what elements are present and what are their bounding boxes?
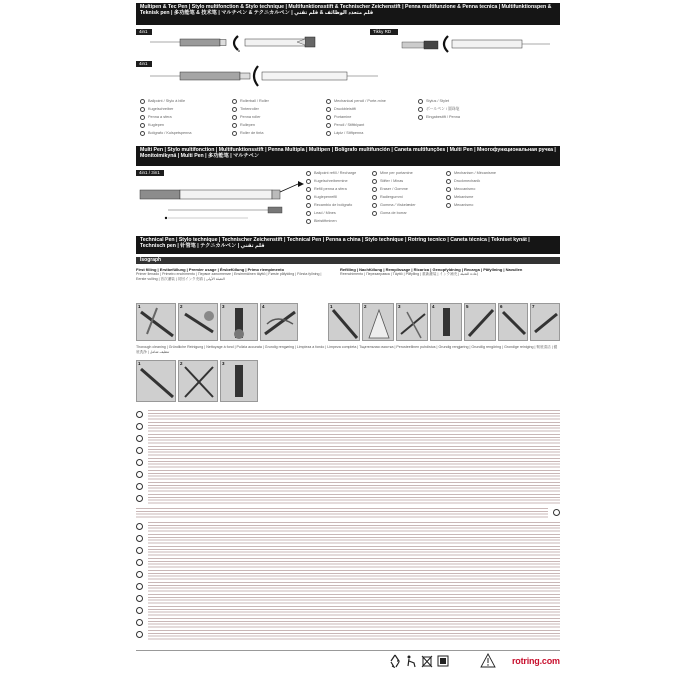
list-item: Lead / Mines	[306, 210, 336, 217]
language-icon	[136, 471, 143, 478]
list-item: Bolígrafo / Kulspetspenna	[140, 130, 191, 137]
list-item: Recambio de bolígrafo	[306, 202, 352, 209]
paragraph-row	[136, 522, 560, 533]
list-item: Pencil / Stiftblyant	[326, 122, 364, 129]
isograph-label: Isograph	[136, 257, 560, 264]
language-icon	[136, 559, 143, 566]
step-photo: 3	[220, 360, 258, 402]
paragraph-row	[136, 446, 560, 457]
list-item: Penna a sfera	[140, 114, 172, 121]
paragraph-row	[136, 508, 560, 519]
list-item: Rollerball / Roller	[232, 98, 269, 105]
language-icon	[136, 411, 143, 418]
paragraph-row	[136, 582, 560, 593]
paragraph-row	[136, 494, 560, 505]
step-photo: 7	[530, 303, 560, 341]
header-banner	[136, 3, 560, 25]
pen-drawing-3	[150, 62, 390, 96]
language-icon	[136, 523, 143, 530]
step-photo: 5	[464, 303, 496, 341]
paragraph-row	[136, 470, 560, 481]
list-item: Mine per portamine	[372, 170, 413, 177]
step-photo: 1	[136, 360, 176, 402]
step-photo: 4	[260, 303, 298, 341]
label-4in1-c: 4in1	[136, 61, 152, 67]
list-item: Refill penna a sfera	[306, 186, 347, 193]
paragraph-row	[136, 534, 560, 545]
brand-text: rotring.com	[512, 656, 560, 666]
list-item: ボールペン / 圆珠笔	[418, 106, 459, 113]
list-item: Penna roller	[232, 114, 260, 121]
language-icon	[136, 435, 143, 442]
warning-triangle-icon	[480, 653, 496, 668]
refilling-text: Refilling | Nachfüllung | Remplissage | Ricarica | Genopfyldning | Recarga | Påfyllning | Navullen Reenchimento | Перезаправка | Täyttö | Påfylling | 重新灌装 | インク補充 | إعادة التعبئة	[340, 267, 523, 276]
list-item: Ballpoint / Stylo à bille	[140, 98, 185, 105]
list-item: Kugelschreiber	[140, 106, 173, 113]
language-icon	[136, 535, 143, 542]
paragraph-row	[136, 630, 560, 641]
list-item: Druckbleistift	[326, 106, 356, 113]
packaging-icon	[436, 654, 450, 668]
step-photo: 1	[328, 303, 360, 341]
list-item: Druckmechanik	[446, 178, 480, 185]
step-photo: 6	[498, 303, 528, 341]
paragraph-row	[136, 594, 560, 605]
list-item: Kuglepen	[140, 122, 164, 129]
list-item: Ballpoint refill / Recharge	[306, 170, 356, 177]
list-item: Eingabestift / Penna	[418, 114, 460, 121]
language-icon	[136, 607, 143, 614]
step-photo: 3	[396, 303, 428, 341]
brand-logo	[512, 654, 562, 668]
cleaning-text: Thorough cleaning | Gründliche Reinigung | Nettoyage à fond | Pulizia accurata | Grundig rengøring | Limpieza a fondo | Limpeza completa | Тщательная очистка | Perusteellinen puhdistus | Grundig rengjøring | Grundlig rengöring | Grondige reiniging | 彻底清洁 | 徹底洗浄 | تنظيف شامل	[136, 345, 558, 354]
section3-banner: Technical Pen | Stylo technique | Technischer Zeichenstift | Technical Pen | Penna a china | Stylo technique | Rotring tecnico | Caneta técnica | Tekniset kynät | Technisch pen | 针管笔 | テクニカルペン | قلم تقني	[136, 236, 560, 254]
step-photo: 2	[178, 360, 218, 402]
language-icon	[136, 447, 143, 454]
language-icon	[553, 509, 560, 516]
list-item: Kugelschreibermine	[306, 178, 348, 185]
list-item: Mekanisme	[446, 194, 473, 201]
paragraph-row	[136, 618, 560, 629]
language-icon	[136, 495, 143, 502]
first-filling-text: First filling | Erstbefüllung | Premier usage | Érsbefüllung | Primo riempimento Primer llenado | Primeiro enchimento | Первое заполнение | Ensimmäinen täyttö | Første påfylding | Första fyllning | Eerste vulling | 首次灌装 | 初回インク充填 | التعبئة الأولى	[136, 267, 322, 281]
step-photo: 2	[178, 303, 218, 341]
list-item: Roller de tinta	[232, 130, 263, 137]
step-photo: 1	[136, 303, 176, 341]
list-item: Meccanismo	[446, 186, 475, 193]
language-icon	[136, 595, 143, 602]
list-item: Mechanical pencil / Porte-mine	[326, 98, 386, 105]
list-item: Rullepen	[232, 122, 255, 129]
list-item: Mechanism / Mécanisme	[446, 170, 496, 177]
language-icon	[136, 483, 143, 490]
list-item: Mecanismo	[446, 202, 473, 209]
list-item: Kuglepenrefill	[306, 194, 337, 201]
paragraph-row	[136, 458, 560, 469]
list-item: Lápiz / Stiftpenna	[326, 130, 363, 137]
section2-banner: Multi Pen | Stylo multifonction | Multifunktionsstift | Penna Multipla | Multipen | Bolígrafo multifunción | Caneta multifunções | Multi Pen | Многофункциональная ручка | Monitoimikynä | Multi Pen | 多功能笔 | マルチペン	[136, 146, 560, 166]
list-item: Stifter / Minas	[372, 178, 403, 185]
list-item: Portamine	[326, 114, 351, 121]
language-icon	[136, 423, 143, 430]
paragraph-row	[136, 546, 560, 557]
label-4in1-a: 4in1	[136, 29, 152, 35]
header-banner-text: Multipen & Tec Pen | Stylo multifonction & Stylo technique | Multifunktionsstift & Technischer Zeichenstift | Penna multifunzione & Penna tecnica | Multifunktionspen & Teknisk pen | 多功能笔 & 技术笔 | マルチペン & テクニカルペン | قلم متعدد الوظائف & قلم تقني	[140, 4, 552, 17]
crossed-bin-icon	[420, 654, 434, 668]
pen-drawing-1	[150, 30, 350, 62]
step-photo: 2	[362, 303, 394, 341]
paragraph-row	[136, 422, 560, 433]
paragraph-row	[136, 410, 560, 421]
paragraph-row	[136, 606, 560, 617]
list-item: Stylus / Stylet	[418, 98, 449, 105]
language-icon	[136, 459, 143, 466]
tidyman-icon	[404, 654, 418, 668]
footer-rule	[136, 650, 560, 651]
paragraph-row	[136, 434, 560, 445]
language-icon	[136, 631, 143, 638]
language-icon	[136, 547, 143, 554]
recycle-icon	[388, 654, 402, 668]
step-photo: 3	[220, 303, 258, 341]
pen-drawing-2	[400, 30, 560, 62]
step-photo: 4	[430, 303, 462, 341]
list-item: Gomma / Viskelæder	[372, 202, 416, 209]
language-icon	[136, 583, 143, 590]
list-item: Goma de borrar	[372, 210, 407, 217]
language-icon	[136, 571, 143, 578]
list-item: Tintenroller	[232, 106, 259, 113]
paragraph-row	[136, 482, 560, 493]
list-item: Eraser / Gomme	[372, 186, 408, 193]
multipen-drawing	[138, 178, 308, 226]
label-4in1-3in1: 4in1 / 3in1	[136, 170, 164, 176]
paragraph-row	[136, 570, 560, 581]
label-tikky: Tikky RD	[370, 29, 398, 35]
list-item: Radiergummi	[372, 194, 403, 201]
paragraph-row	[136, 558, 560, 569]
list-item: Bleistiftminen	[306, 218, 337, 225]
language-icon	[136, 619, 143, 626]
